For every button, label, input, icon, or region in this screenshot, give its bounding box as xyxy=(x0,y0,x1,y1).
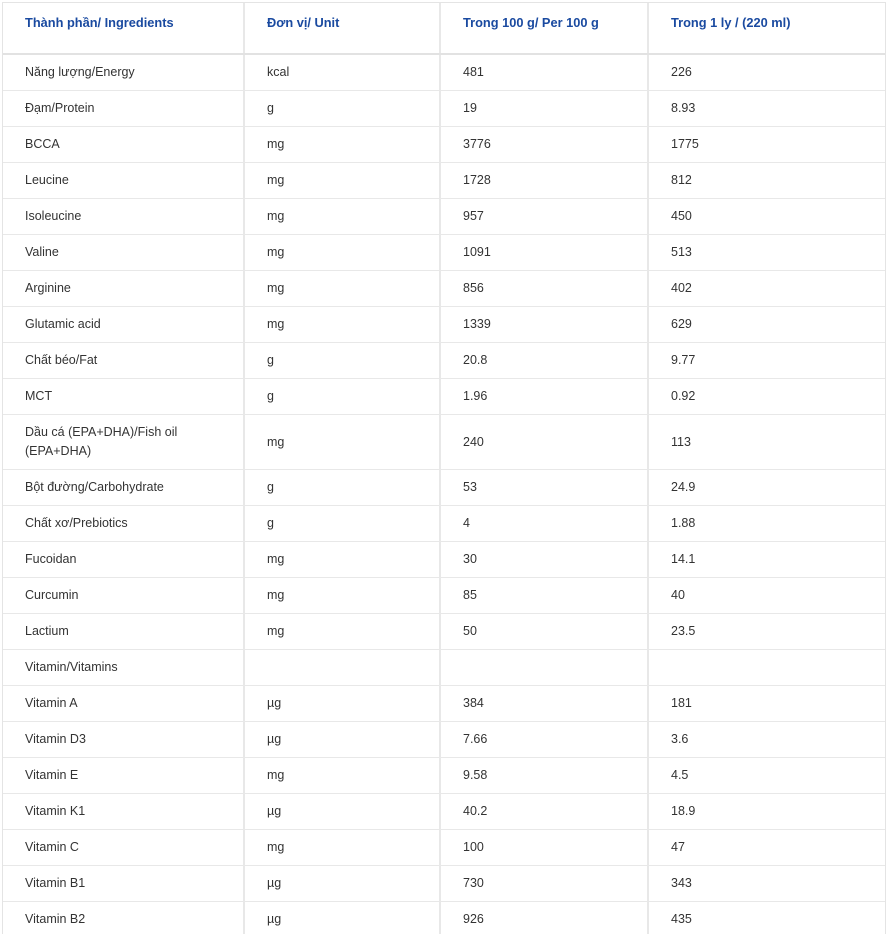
unit-cell: mg xyxy=(244,127,440,163)
per-100g-cell: 1728 xyxy=(440,163,648,199)
ingredient-cell: Vitamin/Vitamins xyxy=(3,650,244,686)
per-cup-cell: 0.92 xyxy=(648,379,885,415)
ingredient-cell: Vitamin K1 xyxy=(3,794,244,830)
unit-cell: kcal xyxy=(244,54,440,91)
unit-cell: µg xyxy=(244,866,440,902)
unit-cell: mg xyxy=(244,415,440,470)
ingredient-cell: Glutamic acid xyxy=(3,307,244,343)
ingredient-cell: Leucine xyxy=(3,163,244,199)
per-100g-cell: 730 xyxy=(440,866,648,902)
ingredient-cell: Đạm/Protein xyxy=(3,91,244,127)
per-100g-cell xyxy=(440,650,648,686)
table-row xyxy=(3,650,885,686)
header-unit: Đơn vị/ Unit xyxy=(244,3,440,54)
table-row xyxy=(3,866,885,902)
per-cup-cell xyxy=(648,650,885,686)
table-row xyxy=(3,758,885,794)
table-row xyxy=(3,722,885,758)
unit-cell: mg xyxy=(244,235,440,271)
unit-cell: mg xyxy=(244,758,440,794)
unit-cell: µg xyxy=(244,794,440,830)
ingredient-cell: Năng lượng/Energy xyxy=(3,54,244,91)
ingredient-cell: Chất béo/Fat xyxy=(3,343,244,379)
header-per-100g: Trong 100 g/ Per 100 g xyxy=(440,3,648,54)
ingredient-cell: Dầu cá (EPA+DHA)/Fish oil (EPA+DHA) xyxy=(3,415,244,470)
ingredient-cell: Curcumin xyxy=(3,578,244,614)
table-row xyxy=(3,127,885,163)
per-100g-cell: 7.66 xyxy=(440,722,648,758)
per-100g-cell: 3776 xyxy=(440,127,648,163)
header-row xyxy=(3,3,885,54)
header-ingredients: Thành phần/ Ingredients xyxy=(3,3,244,54)
unit-cell: µg xyxy=(244,902,440,934)
ingredient-cell: Valine xyxy=(3,235,244,271)
table-row xyxy=(3,830,885,866)
per-100g-cell: 40.2 xyxy=(440,794,648,830)
per-cup-cell: 4.5 xyxy=(648,758,885,794)
ingredient-cell: Vitamin B1 xyxy=(3,866,244,902)
table-row xyxy=(3,54,885,91)
per-cup-cell: 113 xyxy=(648,415,885,470)
ingredient-cell: Vitamin B2 xyxy=(3,902,244,934)
table-row xyxy=(3,506,885,542)
per-cup-cell: 3.6 xyxy=(648,722,885,758)
table-row xyxy=(3,686,885,722)
per-cup-cell: 402 xyxy=(648,271,885,307)
unit-cell xyxy=(244,650,440,686)
table-row xyxy=(3,542,885,578)
per-100g-cell: 50 xyxy=(440,614,648,650)
table-row xyxy=(3,343,885,379)
per-100g-cell: 85 xyxy=(440,578,648,614)
table-row xyxy=(3,470,885,506)
unit-cell: mg xyxy=(244,542,440,578)
per-100g-cell: 30 xyxy=(440,542,648,578)
per-cup-cell: 8.93 xyxy=(648,91,885,127)
table-row xyxy=(3,794,885,830)
per-cup-cell: 450 xyxy=(648,199,885,235)
per-cup-cell: 18.9 xyxy=(648,794,885,830)
per-100g-cell: 20.8 xyxy=(440,343,648,379)
table-row xyxy=(3,307,885,343)
ingredient-cell: BCCA xyxy=(3,127,244,163)
per-cup-cell: 1775 xyxy=(648,127,885,163)
unit-cell: g xyxy=(244,91,440,127)
per-cup-cell: 812 xyxy=(648,163,885,199)
per-cup-cell: 226 xyxy=(648,54,885,91)
ingredient-cell: Arginine xyxy=(3,271,244,307)
per-cup-cell: 1.88 xyxy=(648,506,885,542)
ingredient-cell: Chất xơ/Prebiotics xyxy=(3,506,244,542)
table-row xyxy=(3,379,885,415)
unit-cell: mg xyxy=(244,614,440,650)
per-100g-cell: 384 xyxy=(440,686,648,722)
ingredient-cell: Vitamin A xyxy=(3,686,244,722)
table-row xyxy=(3,614,885,650)
table-body xyxy=(3,54,885,934)
ingredient-cell: MCT xyxy=(3,379,244,415)
unit-cell: mg xyxy=(244,199,440,235)
per-cup-cell: 629 xyxy=(648,307,885,343)
table-row xyxy=(3,91,885,127)
per-100g-cell: 240 xyxy=(440,415,648,470)
per-100g-cell: 19 xyxy=(440,91,648,127)
per-cup-cell: 23.5 xyxy=(648,614,885,650)
unit-cell: g xyxy=(244,506,440,542)
table-row xyxy=(3,271,885,307)
table-row xyxy=(3,578,885,614)
ingredient-cell: Bột đường/Carbohydrate xyxy=(3,470,244,506)
nutrition-table-container xyxy=(2,2,886,934)
table-row xyxy=(3,199,885,235)
table-row xyxy=(3,902,885,934)
unit-cell: mg xyxy=(244,271,440,307)
per-cup-cell: 181 xyxy=(648,686,885,722)
unit-cell: mg xyxy=(244,578,440,614)
per-100g-cell: 9.58 xyxy=(440,758,648,794)
per-100g-cell: 53 xyxy=(440,470,648,506)
per-100g-cell: 926 xyxy=(440,902,648,934)
per-cup-cell: 435 xyxy=(648,902,885,934)
nutrition-facts-table xyxy=(3,3,885,934)
per-100g-cell: 100 xyxy=(440,830,648,866)
per-cup-cell: 513 xyxy=(648,235,885,271)
ingredient-cell: Isoleucine xyxy=(3,199,244,235)
unit-cell: µg xyxy=(244,722,440,758)
per-100g-cell: 957 xyxy=(440,199,648,235)
ingredient-cell: Vitamin C xyxy=(3,830,244,866)
per-100g-cell: 1091 xyxy=(440,235,648,271)
per-100g-cell: 4 xyxy=(440,506,648,542)
unit-cell: mg xyxy=(244,307,440,343)
ingredient-cell: Vitamin D3 xyxy=(3,722,244,758)
unit-cell: g xyxy=(244,379,440,415)
per-cup-cell: 47 xyxy=(648,830,885,866)
per-cup-cell: 40 xyxy=(648,578,885,614)
per-100g-cell: 856 xyxy=(440,271,648,307)
table-header xyxy=(3,3,885,54)
per-cup-cell: 9.77 xyxy=(648,343,885,379)
unit-cell: mg xyxy=(244,163,440,199)
per-cup-cell: 24.9 xyxy=(648,470,885,506)
per-cup-cell: 14.1 xyxy=(648,542,885,578)
unit-cell: mg xyxy=(244,830,440,866)
unit-cell: µg xyxy=(244,686,440,722)
ingredient-cell: Vitamin E xyxy=(3,758,244,794)
per-100g-cell: 481 xyxy=(440,54,648,91)
per-100g-cell: 1.96 xyxy=(440,379,648,415)
header-per-cup: Trong 1 ly / (220 ml) xyxy=(648,3,885,54)
table-row xyxy=(3,163,885,199)
unit-cell: g xyxy=(244,470,440,506)
ingredient-cell: Fucoidan xyxy=(3,542,244,578)
unit-cell: g xyxy=(244,343,440,379)
table-row xyxy=(3,235,885,271)
per-cup-cell: 343 xyxy=(648,866,885,902)
table-row xyxy=(3,415,885,470)
ingredient-cell: Lactium xyxy=(3,614,244,650)
per-100g-cell: 1339 xyxy=(440,307,648,343)
